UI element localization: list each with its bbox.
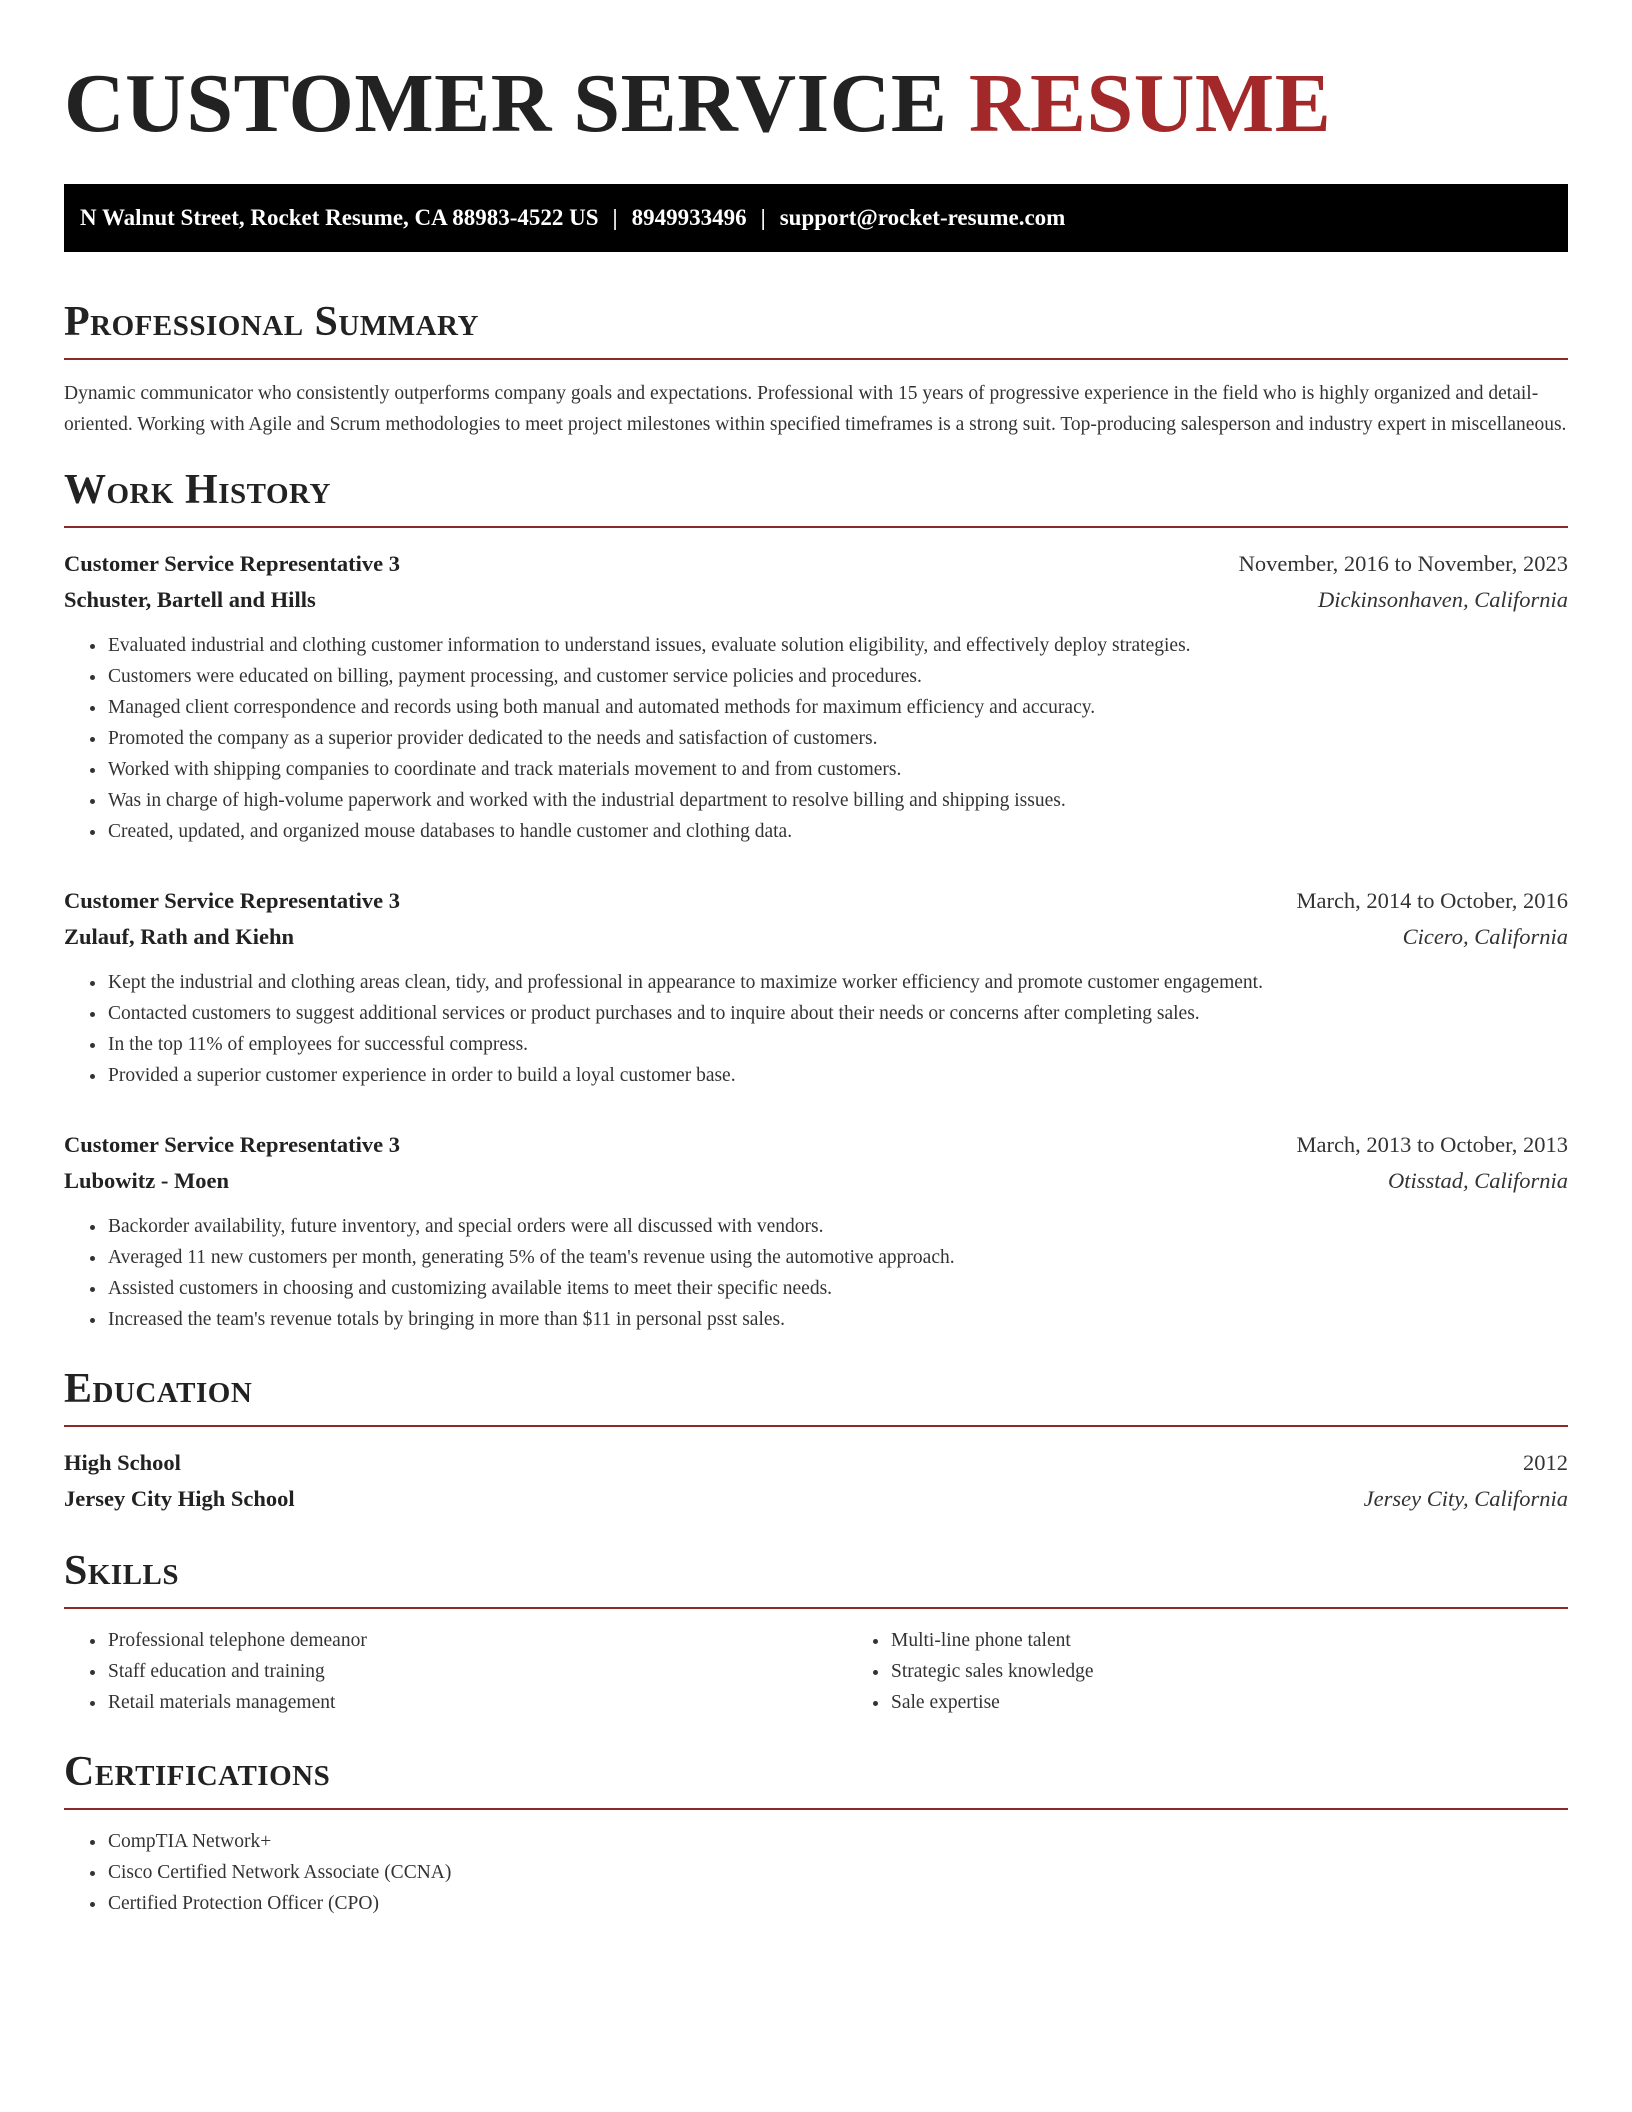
job-company: Lubowitz - Moen: [64, 1168, 229, 1193]
education-school: Jersey City High School: [64, 1486, 295, 1511]
job-title: Customer Service Representative 3: [64, 1132, 400, 1157]
job-company-row: [64, 919, 1568, 955]
skills-section: [64, 1547, 1568, 1718]
job-title: Customer Service Representative 3: [64, 888, 400, 913]
job-bullets: [64, 630, 1568, 847]
job-company: Zulauf, Rath and Kiehn: [64, 924, 295, 949]
job-dates: November, 2016 to November, 2023: [1238, 551, 1568, 576]
job-location: Dickinsonhaven, California: [1318, 587, 1568, 612]
section-heading-education: Education: [64, 1366, 253, 1412]
section-divider: [64, 1808, 1568, 1810]
job-bullet: • Averaged 11 new customers per month, generating 5% of the team's revenue using the automotive approach.: [107, 1242, 1568, 1273]
skills-list-right: [847, 1625, 1630, 1718]
education-school-row: [64, 1481, 1568, 1517]
job-bullet: • In the top 11% of employees for successful compress.: [107, 1029, 1568, 1060]
job-title: Customer Service Representative 3: [64, 551, 400, 576]
job-location: Cicero, California: [1402, 924, 1568, 949]
contact-separator: |: [612, 205, 618, 230]
job-header-row: [64, 883, 1568, 919]
job-company-row: [64, 582, 1568, 618]
job-company: Schuster, Bartell and Hills: [64, 587, 316, 612]
contact-address: N Walnut Street, Rocket Resume, CA 88983-4522 US: [80, 205, 599, 230]
job-location: Otisstad, California: [1387, 1168, 1568, 1193]
skill-item: • Retail materials management: [107, 1687, 847, 1718]
certification-item: • Certified Protection Officer (CPO): [107, 1888, 1568, 1919]
contact-bar: [64, 184, 1568, 252]
education-location: Jersey City, California: [1363, 1486, 1568, 1511]
skill-item: • Staff education and training: [107, 1656, 847, 1687]
job-bullet: • Worked with shipping companies to coordinate and track materials movement to and from customers.: [107, 754, 1568, 785]
job-bullet: • Evaluated industrial and clothing customer information to understand issues, evaluate solution eligibility, and effectively deploy strategies.: [107, 630, 1568, 661]
work-history-section: [64, 466, 1568, 1335]
education-year: 2012: [1523, 1450, 1568, 1475]
job-bullets: [64, 967, 1568, 1091]
section-heading-work-history: Work History: [64, 467, 331, 513]
job-bullet: • Kept the industrial and clothing areas clean, tidy, and professional in appearance to maximize worker efficiency and promote customer engagement.: [107, 967, 1568, 998]
job-bullet: • Managed client correspondence and records using both manual and automated methods for maximum efficiency and accuracy.: [107, 692, 1568, 723]
section-heading-skills: Skills: [64, 1548, 180, 1594]
job-bullet: • Contacted customers to suggest additional services or product purchases and to inquire about their needs or concerns after completing sales.: [107, 998, 1568, 1029]
job-bullets: [64, 1211, 1568, 1335]
certifications-section: [64, 1748, 1568, 1919]
job-entry: [64, 883, 1568, 1091]
section-divider: [64, 1425, 1568, 1427]
job-bullet: • Assisted customers in choosing and customizing available items to meet their specific needs.: [107, 1273, 1568, 1304]
title-main: CUSTOMER SERVICE: [64, 57, 948, 150]
job-entry: [64, 546, 1568, 847]
education-header-row: [64, 1445, 1568, 1481]
skill-item: • Strategic sales knowledge: [890, 1656, 1630, 1687]
skill-item: • Sale expertise: [890, 1687, 1630, 1718]
skill-item: • Multi-line phone talent: [890, 1625, 1630, 1656]
section-divider: [64, 1607, 1568, 1609]
skills-list-left: [64, 1625, 847, 1718]
job-header-row: [64, 546, 1568, 582]
resume-title: [64, 58, 1568, 150]
section-heading-summary: Professional Summary: [64, 299, 479, 345]
certification-item: • CompTIA Network+: [107, 1826, 1568, 1857]
job-dates: March, 2014 to October, 2016: [1296, 888, 1568, 913]
contact-email: support@rocket-resume.com: [779, 205, 1066, 230]
job-bullet: • Backorder availability, future inventory, and special orders were all discussed with vendors.: [107, 1211, 1568, 1242]
title-accent: RESUME: [968, 57, 1332, 150]
section-divider: [64, 526, 1568, 528]
job-bullet: • Increased the team's revenue totals by bringing in more than $11 in personal psst sales.: [107, 1304, 1568, 1335]
job-company-row: [64, 1163, 1568, 1199]
certifications-list: [64, 1826, 1568, 1919]
education-entry: [64, 1445, 1568, 1517]
job-header-row: [64, 1127, 1568, 1163]
skills-grid: [64, 1625, 1568, 1718]
summary-text: Dynamic communicator who consistently outperforms company goals and expectations. Professional with 15 years of progressive experience in the field who is highly organized and detail-oriented. Working with Agile and Scrum methodologies to meet project milestones within specified timeframes is a strong suit. Top-producing salesperson and industry expert in miscellaneous.: [64, 383, 1567, 435]
contact-separator: |: [760, 205, 766, 230]
skill-item: • Professional telephone demeanor: [107, 1625, 847, 1656]
job-dates: March, 2013 to October, 2013: [1296, 1132, 1568, 1157]
job-bullet: • Was in charge of high-volume paperwork and worked with the industrial department to resolve billing and shipping issues.: [107, 785, 1568, 816]
certification-item: • Cisco Certified Network Associate (CCNA): [107, 1857, 1568, 1888]
section-heading-certifications: Certifications: [64, 1749, 331, 1795]
job-bullet: • Promoted the company as a superior provider dedicated to the needs and satisfaction of customers.: [107, 723, 1568, 754]
job-bullet: • Created, updated, and organized mouse databases to handle customer and clothing data.: [107, 816, 1568, 847]
section-divider: [64, 358, 1568, 360]
job-bullet: • Provided a superior customer experience in order to build a loyal customer base.: [107, 1060, 1568, 1091]
summary-section: [64, 298, 1568, 440]
contact-phone: 8949933496: [631, 205, 747, 230]
job-bullet: • Customers were educated on billing, payment processing, and customer service policies and procedures.: [107, 661, 1568, 692]
job-entry: [64, 1127, 1568, 1335]
education-section: [64, 1365, 1568, 1517]
education-degree: High School: [64, 1450, 181, 1475]
